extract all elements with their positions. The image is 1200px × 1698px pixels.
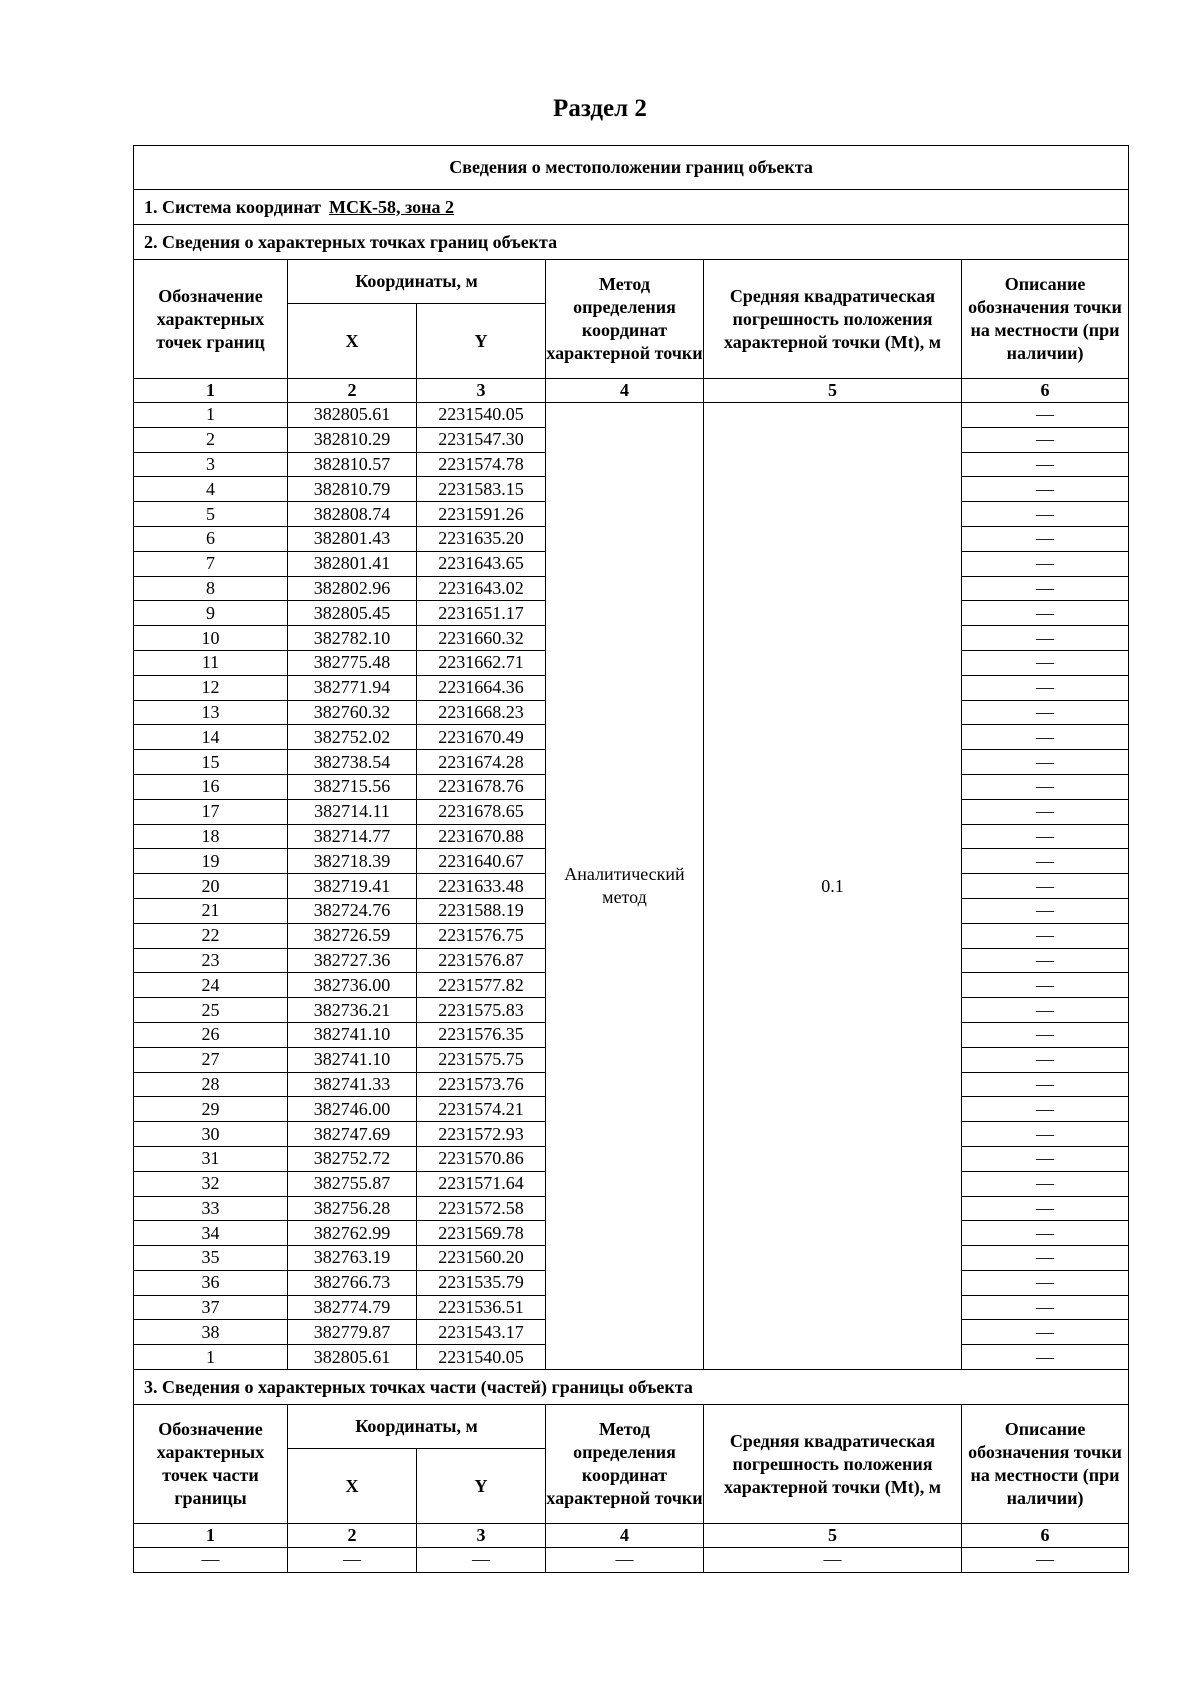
- coord-x: 382741.10: [288, 1022, 417, 1047]
- point-number: 4: [134, 477, 288, 502]
- main-header: Сведения о местоположении границ объекта: [134, 146, 1129, 190]
- coord-x: 382801.43: [288, 526, 417, 551]
- point-description: —: [962, 526, 1129, 551]
- point-description: —: [962, 923, 1129, 948]
- s2-col-number: 5: [704, 379, 962, 403]
- coord-y: 2231536.51: [417, 1295, 546, 1320]
- coord-y: 2231572.93: [417, 1122, 546, 1147]
- point-number: 30: [134, 1122, 288, 1147]
- coord-y: 2231535.79: [417, 1270, 546, 1295]
- point-number: 1: [134, 403, 288, 428]
- coord-x: 382808.74: [288, 502, 417, 527]
- point-description: —: [962, 576, 1129, 601]
- s2-header-description: Описание обозначения точки на местности (при наличии): [962, 260, 1129, 379]
- point-description: —: [962, 1122, 1129, 1147]
- coord-y: 2231635.20: [417, 526, 546, 551]
- coord-x: 382714.11: [288, 799, 417, 824]
- section3-title: 3. Сведения о характерных точках части (частей) границы объекта: [134, 1370, 1129, 1405]
- table-row: [134, 403, 1129, 428]
- point-number: 26: [134, 1022, 288, 1047]
- cell: —: [546, 1548, 704, 1573]
- s2-header-coords: Координаты, м: [288, 260, 546, 304]
- point-number: 19: [134, 849, 288, 874]
- coord-x: 382805.45: [288, 601, 417, 626]
- point-description: —: [962, 898, 1129, 923]
- coord-y: 2231660.32: [417, 626, 546, 651]
- coord-x: 382801.41: [288, 551, 417, 576]
- point-description: —: [962, 1270, 1129, 1295]
- coord-x: 382736.21: [288, 998, 417, 1023]
- point-number: 2: [134, 427, 288, 452]
- coord-y: 2231540.05: [417, 1345, 546, 1370]
- point-description: —: [962, 601, 1129, 626]
- coord-y: 2231576.75: [417, 923, 546, 948]
- coord-x: 382766.73: [288, 1270, 417, 1295]
- s2-col-number: 6: [962, 379, 1129, 403]
- coord-x: 382738.54: [288, 750, 417, 775]
- s3-header-x: X: [288, 1449, 417, 1524]
- point-number: 32: [134, 1171, 288, 1196]
- point-number: 34: [134, 1221, 288, 1246]
- coord-y: 2231576.35: [417, 1022, 546, 1047]
- coord-x: 382763.19: [288, 1246, 417, 1271]
- coord-x: 382775.48: [288, 650, 417, 675]
- coord-y: 2231572.58: [417, 1196, 546, 1221]
- coord-y: 2231575.75: [417, 1047, 546, 1072]
- coord-y: 2231670.49: [417, 725, 546, 750]
- coord-y: 2231540.05: [417, 403, 546, 428]
- point-number: 1: [134, 1345, 288, 1370]
- coord-y: 2231560.20: [417, 1246, 546, 1271]
- coord-x: 382715.56: [288, 774, 417, 799]
- point-number: 33: [134, 1196, 288, 1221]
- point-number: 5: [134, 502, 288, 527]
- s2-col-number: 2: [288, 379, 417, 403]
- s2-col-number: 3: [417, 379, 546, 403]
- point-description: —: [962, 1171, 1129, 1196]
- point-number: 36: [134, 1270, 288, 1295]
- point-description: —: [962, 874, 1129, 899]
- coord-y: 2231571.64: [417, 1171, 546, 1196]
- coord-y: 2231643.65: [417, 551, 546, 576]
- coord-y: 2231664.36: [417, 675, 546, 700]
- point-description: —: [962, 700, 1129, 725]
- s3-col-number: 4: [546, 1524, 704, 1548]
- point-description: —: [962, 1072, 1129, 1097]
- coord-x: 382752.72: [288, 1146, 417, 1171]
- point-number: 24: [134, 973, 288, 998]
- coord-x: 382726.59: [288, 923, 417, 948]
- cell: —: [417, 1548, 546, 1573]
- coord-x: 382802.96: [288, 576, 417, 601]
- point-description: —: [962, 1146, 1129, 1171]
- point-number: 8: [134, 576, 288, 601]
- point-description: —: [962, 452, 1129, 477]
- point-description: —: [962, 1221, 1129, 1246]
- cell: —: [134, 1548, 288, 1573]
- coord-y: 2231678.76: [417, 774, 546, 799]
- point-number: 38: [134, 1320, 288, 1345]
- coord-system-row: [134, 190, 1129, 225]
- coord-y: 2231574.78: [417, 452, 546, 477]
- point-number: 22: [134, 923, 288, 948]
- coord-y: 2231583.15: [417, 477, 546, 502]
- s3-col-number: 3: [417, 1524, 546, 1548]
- point-number: 18: [134, 824, 288, 849]
- cell: —: [704, 1548, 962, 1573]
- coord-y: 2231575.83: [417, 998, 546, 1023]
- s2-header-y: Y: [417, 304, 546, 379]
- point-description: —: [962, 1320, 1129, 1345]
- section2-title: 2. Сведения о характерных точках границ объекта: [134, 225, 1129, 260]
- point-description: —: [962, 1196, 1129, 1221]
- section2-header-row-1: [134, 260, 1129, 304]
- method-value: Аналитический метод: [546, 403, 704, 1370]
- s3-col-number: 5: [704, 1524, 962, 1548]
- page-title: Раздел 2: [553, 95, 647, 122]
- coord-system-label: 1. Система координат: [144, 196, 321, 217]
- coord-y: 2231573.76: [417, 1072, 546, 1097]
- point-number: 12: [134, 675, 288, 700]
- s3-header-description: Описание обозначения точки на местности (при наличии): [962, 1405, 1129, 1524]
- point-description: —: [962, 849, 1129, 874]
- point-number: 3: [134, 452, 288, 477]
- coord-y: 2231547.30: [417, 427, 546, 452]
- s3-header-method: Метод определения координат характерной точки: [546, 1405, 704, 1524]
- point-number: 27: [134, 1047, 288, 1072]
- point-number: 23: [134, 948, 288, 973]
- coord-y: 2231674.28: [417, 750, 546, 775]
- coord-x: 382756.28: [288, 1196, 417, 1221]
- coord-y: 2231577.82: [417, 973, 546, 998]
- boundary-table: [133, 145, 1129, 1573]
- coord-system: [134, 190, 1129, 225]
- point-description: —: [962, 1047, 1129, 1072]
- point-description: —: [962, 948, 1129, 973]
- s3-col-number: 2: [288, 1524, 417, 1548]
- point-description: —: [962, 998, 1129, 1023]
- s2-header-method: Метод определения координат характерной точки: [546, 260, 704, 379]
- point-description: —: [962, 675, 1129, 700]
- coord-x: 382727.36: [288, 948, 417, 973]
- point-description: —: [962, 750, 1129, 775]
- point-number: 14: [134, 725, 288, 750]
- coord-x: 382719.41: [288, 874, 417, 899]
- coord-y: 2231643.02: [417, 576, 546, 601]
- cell: —: [288, 1548, 417, 1573]
- coord-system-value: МСК-58, зона 2: [328, 196, 455, 217]
- point-description: —: [962, 626, 1129, 651]
- point-number: 15: [134, 750, 288, 775]
- point-number: 31: [134, 1146, 288, 1171]
- s3-header-y: Y: [417, 1449, 546, 1524]
- section3-title-row: [134, 1370, 1129, 1405]
- point-number: 7: [134, 551, 288, 576]
- coord-x: 382714.77: [288, 824, 417, 849]
- section3-number-row: [134, 1524, 1129, 1548]
- coord-x: 382718.39: [288, 849, 417, 874]
- point-number: 17: [134, 799, 288, 824]
- coord-y: 2231569.78: [417, 1221, 546, 1246]
- point-description: —: [962, 551, 1129, 576]
- coord-x: 382724.76: [288, 898, 417, 923]
- coord-y: 2231591.26: [417, 502, 546, 527]
- coord-x: 382762.99: [288, 1221, 417, 1246]
- s2-header-error: Средняя квадратическая погрешность положения характерной точки (Mt), м: [704, 260, 962, 379]
- point-description: —: [962, 1022, 1129, 1047]
- point-description: —: [962, 403, 1129, 428]
- coord-y: 2231668.23: [417, 700, 546, 725]
- point-number: 13: [134, 700, 288, 725]
- s3-header-point: Обозначение характерных точек части границы: [134, 1405, 288, 1524]
- point-number: 11: [134, 650, 288, 675]
- s3-header-error: Средняя квадратическая погрешность положения характерной точки (Mt), м: [704, 1405, 962, 1524]
- coord-y: 2231670.88: [417, 824, 546, 849]
- s2-header-x: X: [288, 304, 417, 379]
- coord-x: 382774.79: [288, 1295, 417, 1320]
- coord-x: 382779.87: [288, 1320, 417, 1345]
- s3-col-number: 1: [134, 1524, 288, 1548]
- coord-y: 2231651.17: [417, 601, 546, 626]
- coord-x: 382752.02: [288, 725, 417, 750]
- point-description: —: [962, 799, 1129, 824]
- point-description: —: [962, 725, 1129, 750]
- point-description: —: [962, 1345, 1129, 1370]
- coord-x: 382741.10: [288, 1047, 417, 1072]
- section3-header-row-1: [134, 1405, 1129, 1449]
- point-description: —: [962, 973, 1129, 998]
- point-description: —: [962, 1097, 1129, 1122]
- coord-x: 382736.00: [288, 973, 417, 998]
- point-description: —: [962, 427, 1129, 452]
- coord-x: 382805.61: [288, 403, 417, 428]
- point-description: —: [962, 1295, 1129, 1320]
- coord-y: 2231662.71: [417, 650, 546, 675]
- coord-x: 382755.87: [288, 1171, 417, 1196]
- point-number: 29: [134, 1097, 288, 1122]
- coord-y: 2231574.21: [417, 1097, 546, 1122]
- table-row: [134, 1548, 1129, 1573]
- point-number: 6: [134, 526, 288, 551]
- coord-y: 2231543.17: [417, 1320, 546, 1345]
- s3-header-coords: Координаты, м: [288, 1405, 546, 1449]
- point-number: 21: [134, 898, 288, 923]
- point-description: —: [962, 477, 1129, 502]
- coord-x: 382747.69: [288, 1122, 417, 1147]
- point-description: —: [962, 650, 1129, 675]
- coord-x: 382810.57: [288, 452, 417, 477]
- coord-y: 2231570.86: [417, 1146, 546, 1171]
- cell: —: [962, 1548, 1129, 1573]
- s2-col-number: 4: [546, 379, 704, 403]
- point-number: 37: [134, 1295, 288, 1320]
- coord-x: 382782.10: [288, 626, 417, 651]
- point-description: —: [962, 774, 1129, 799]
- main-header-row: [134, 146, 1129, 190]
- section2-title-row: [134, 225, 1129, 260]
- point-number: 10: [134, 626, 288, 651]
- point-number: 20: [134, 874, 288, 899]
- point-number: 16: [134, 774, 288, 799]
- coord-x: 382760.32: [288, 700, 417, 725]
- point-number: 28: [134, 1072, 288, 1097]
- coord-x: 382810.79: [288, 477, 417, 502]
- point-number: 25: [134, 998, 288, 1023]
- s2-col-number: 1: [134, 379, 288, 403]
- point-number: 9: [134, 601, 288, 626]
- point-description: —: [962, 824, 1129, 849]
- coord-x: 382810.29: [288, 427, 417, 452]
- coord-x: 382746.00: [288, 1097, 417, 1122]
- point-description: —: [962, 502, 1129, 527]
- section2-number-row: [134, 379, 1129, 403]
- coord-x: 382771.94: [288, 675, 417, 700]
- coord-y: 2231678.65: [417, 799, 546, 824]
- s3-col-number: 6: [962, 1524, 1129, 1548]
- coord-y: 2231633.48: [417, 874, 546, 899]
- error-value: 0.1: [704, 403, 962, 1370]
- point-description: —: [962, 1246, 1129, 1271]
- s2-header-point: Обозначение характерных точек границ: [134, 260, 288, 379]
- coord-x: 382805.61: [288, 1345, 417, 1370]
- coord-y: 2231588.19: [417, 898, 546, 923]
- coord-y: 2231640.67: [417, 849, 546, 874]
- coord-x: 382741.33: [288, 1072, 417, 1097]
- coord-y: 2231576.87: [417, 948, 546, 973]
- point-number: 35: [134, 1246, 288, 1271]
